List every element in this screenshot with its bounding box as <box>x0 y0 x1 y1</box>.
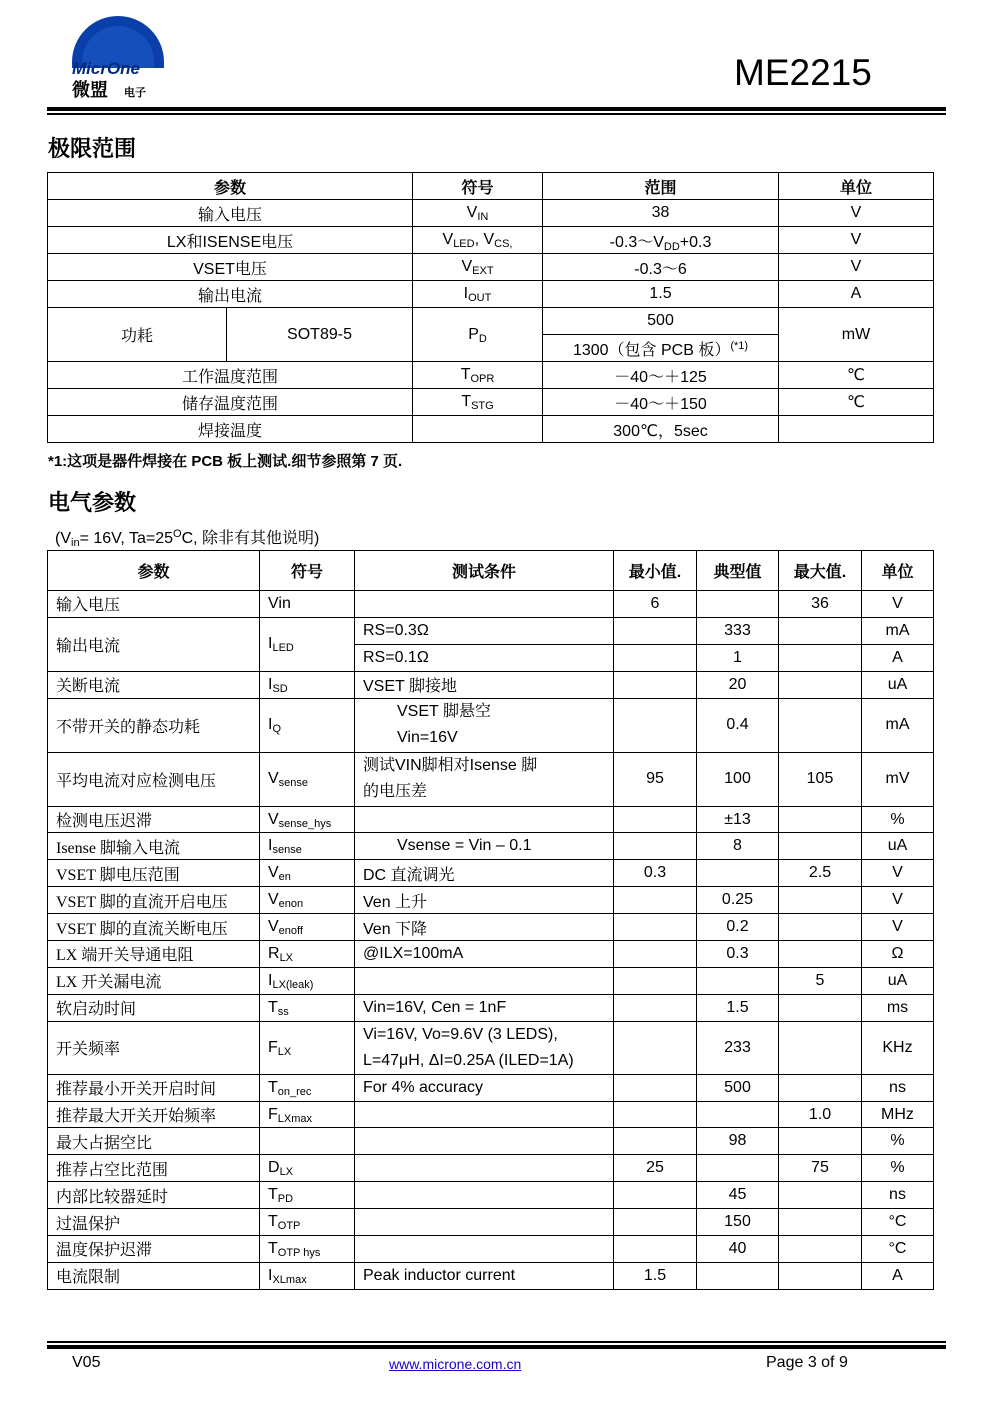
table-row <box>48 994 934 1021</box>
header-cell: 符号 <box>413 173 543 200</box>
table-row <box>48 833 934 860</box>
header-cell: 符号 <box>260 551 355 591</box>
condition-cell: @ILX=100mA <box>355 941 614 968</box>
param-cell: 平均电流对应检测电压 <box>48 752 260 806</box>
symbol-cell: $I_Q$ <box>260 698 355 752</box>
unit-cell: V <box>862 914 934 941</box>
max-cell <box>779 994 862 1021</box>
range-cell: 1.5 <box>543 281 779 308</box>
unit-cell: A <box>862 644 934 671</box>
unit-cell: % <box>862 1128 934 1155</box>
unit-cell: mW <box>779 308 934 362</box>
param-cell: 输出电流 <box>48 281 413 308</box>
unit-cell: KHz <box>862 1021 934 1074</box>
header-cell: 测试条件 <box>355 551 614 591</box>
table-row <box>48 806 934 833</box>
unit-cell: A <box>862 1262 934 1289</box>
table-row <box>48 860 934 887</box>
symbol-cell: $T_{ss}$ <box>260 994 355 1021</box>
typ-cell <box>697 967 779 994</box>
max-cell <box>779 1209 862 1236</box>
min-cell <box>614 914 697 941</box>
table-row <box>48 389 934 416</box>
max-cell <box>779 1182 862 1209</box>
symbol-cell: $I_{LED}$ <box>260 617 355 671</box>
symbol-cell: $T_{on\_rec}$ <box>260 1074 355 1101</box>
min-cell <box>614 617 697 644</box>
condition-cell <box>355 806 614 833</box>
package-cell: SOT89-5 <box>227 308 413 362</box>
symbol-cell: $V_{enon}$ <box>260 887 355 914</box>
typ-cell <box>697 860 779 887</box>
param-cell: 输出电流 <box>48 617 260 671</box>
param-cell: 电流限制 <box>48 1262 260 1289</box>
param-cell: 推荐占空比范围 <box>48 1155 260 1182</box>
table-row <box>48 914 934 941</box>
param-cell: 检测电压迟滞 <box>48 806 260 833</box>
max-cell: 5 <box>779 967 862 994</box>
footer-rule-thin <box>47 1341 946 1343</box>
max-cell <box>779 1021 862 1074</box>
header-cell: 最大值. <box>779 551 862 591</box>
page-number: Page 3 of 9 <box>766 1354 848 1371</box>
table-row <box>48 1021 934 1074</box>
max-cell <box>779 1074 862 1101</box>
min-cell: 95 <box>614 752 697 806</box>
table-row <box>48 416 934 443</box>
header-rule-thin <box>47 113 946 115</box>
unit-cell: °C <box>862 1209 934 1236</box>
symbol-cell: $V_{sense}$ <box>260 752 355 806</box>
table-row <box>48 1155 934 1182</box>
table-row <box>48 591 934 618</box>
condition-cell: VSET 脚接地 <box>355 671 614 698</box>
electrical-table <box>47 550 934 1290</box>
typ-cell: 233 <box>697 1021 779 1074</box>
condition-cell <box>355 1101 614 1128</box>
param-cell: VSET 脚的直流关断电压 <box>48 914 260 941</box>
condition-cell: Vin=16V, Cen = 1nF <box>355 994 614 1021</box>
max-cell <box>779 833 862 860</box>
condition-cell: RS=0.1Ω <box>355 644 614 671</box>
typ-cell: 0.3 <box>697 941 779 968</box>
min-cell <box>614 994 697 1021</box>
min-cell <box>614 1101 697 1128</box>
symbol-cell: $V_{LED}$, $V_{CS,}$ <box>413 227 543 254</box>
condition-cell: DC 直流调光 <box>355 860 614 887</box>
max-cell <box>779 1128 862 1155</box>
min-cell <box>614 1209 697 1236</box>
typ-cell: 150 <box>697 1209 779 1236</box>
typ-cell: 45 <box>697 1182 779 1209</box>
param-cell: 输入电压 <box>48 591 260 618</box>
symbol-cell: $I_{LX(leak)}$ <box>260 967 355 994</box>
header-cell: 最小值. <box>614 551 697 591</box>
condition-cell: Vsense = Vin – 0.1 <box>355 833 614 860</box>
typ-cell: 98 <box>697 1128 779 1155</box>
unit-cell: V <box>779 254 934 281</box>
table-row <box>48 1262 934 1289</box>
condition-cell: Ven 上升 <box>355 887 614 914</box>
param-cell: 工作温度范围 <box>48 362 413 389</box>
param-cell: 推荐最大开关开始频率 <box>48 1101 260 1128</box>
unit-cell: V <box>779 227 934 254</box>
symbol-cell: $D_{LX}$ <box>260 1155 355 1182</box>
condition-cell: 测试VIN脚相对Isense 脚 的电压差 <box>355 752 614 806</box>
unit-cell: mV <box>862 752 934 806</box>
range-cell: －40～＋125 <box>543 362 779 389</box>
condition-cell <box>355 591 614 618</box>
min-cell: 1.5 <box>614 1262 697 1289</box>
header-rule <box>47 107 946 111</box>
range-cell: 38 <box>543 200 779 227</box>
table-row <box>48 1209 934 1236</box>
min-cell: 25 <box>614 1155 697 1182</box>
max-cell <box>779 914 862 941</box>
condition-cell: RS=0.3Ω <box>355 617 614 644</box>
min-cell <box>614 1021 697 1074</box>
unit-cell: MHz <box>862 1101 934 1128</box>
max-cell <box>779 644 862 671</box>
range-cell: $-0.3\sim V_{DD}+0.3$ <box>543 227 779 254</box>
min-cell <box>614 698 697 752</box>
max-cell <box>779 617 862 644</box>
limits-title: 极限范围 <box>48 137 137 162</box>
typ-cell: 20 <box>697 671 779 698</box>
symbol-cell: $F_{LXmax}$ <box>260 1101 355 1128</box>
limits-table <box>47 172 934 443</box>
unit-cell: uA <box>862 833 934 860</box>
header-cell: 参数 <box>48 551 260 591</box>
unit-cell: °C <box>862 1236 934 1263</box>
table-row <box>48 671 934 698</box>
param-cell: 推荐最小开关开启时间 <box>48 1074 260 1101</box>
condition-cell: For 4% accuracy <box>355 1074 614 1101</box>
symbol-cell <box>260 1128 355 1155</box>
range-cell: 300℃，5sec <box>543 416 779 443</box>
min-cell <box>614 644 697 671</box>
range-cell: -0.3～6 <box>543 254 779 281</box>
symbol-cell: $R_{LX}$ <box>260 941 355 968</box>
version-label: V05 <box>72 1354 101 1371</box>
unit-cell: % <box>862 806 934 833</box>
table-row <box>48 1074 934 1101</box>
unit-cell: V <box>862 591 934 618</box>
typ-cell <box>697 1262 779 1289</box>
typ-cell <box>697 591 779 618</box>
max-cell <box>779 941 862 968</box>
typ-cell: 1 <box>697 644 779 671</box>
table-row <box>48 887 934 914</box>
unit-cell: ns <box>862 1182 934 1209</box>
table-row <box>48 281 934 308</box>
unit-cell: V <box>862 887 934 914</box>
param-cell: 焊接温度 <box>48 416 413 443</box>
electrical-title: 电气参数 <box>48 491 137 516</box>
param-cell: VSET电压 <box>48 254 413 281</box>
min-cell <box>614 941 697 968</box>
max-cell <box>779 671 862 698</box>
range-cell: 1300（包含 PCB 板）$^{(*1)}$ <box>543 335 779 362</box>
param-cell: Isense 脚输入电流 <box>48 833 260 860</box>
min-cell <box>614 806 697 833</box>
max-cell: 105 <box>779 752 862 806</box>
logo-brand-text: MicrOne <box>72 59 141 78</box>
typ-cell: 1.5 <box>697 994 779 1021</box>
symbol-cell <box>413 416 543 443</box>
condition-cell: VSET 脚悬空 Vin=16V <box>355 698 614 752</box>
symbol-cell: $I_{sense}$ <box>260 833 355 860</box>
part-number: ME2215 <box>734 52 872 93</box>
param-cell: LX 开关漏电流 <box>48 967 260 994</box>
max-cell: 1.0 <box>779 1101 862 1128</box>
symbol-cell: $I_{OUT}$ <box>413 281 543 308</box>
param-cell: 关断电流 <box>48 671 260 698</box>
header-cell: 单位 <box>862 551 934 591</box>
typ-cell: 8 <box>697 833 779 860</box>
table-row <box>48 200 934 227</box>
table-row <box>48 254 934 281</box>
test-conditions: ($V_{in}= 16V$, $Ta=25^OC$, 除非有其他说明) <box>55 528 320 549</box>
min-cell <box>614 887 697 914</box>
typ-cell: 333 <box>697 617 779 644</box>
unit-cell <box>779 416 934 443</box>
param-cell: 开关频率 <box>48 1021 260 1074</box>
max-cell <box>779 698 862 752</box>
table-row <box>48 941 934 968</box>
header-cell: 参数 <box>48 173 413 200</box>
condition-cell: Vi=16V, Vo=9.6V (3 LEDS), L=47μH, ΔI=0.25A (ILED=1A) <box>355 1021 614 1074</box>
unit-cell: ℃ <box>779 362 934 389</box>
table-row <box>48 362 934 389</box>
max-cell <box>779 887 862 914</box>
max-cell <box>779 1262 862 1289</box>
min-cell: 6 <box>614 591 697 618</box>
electrical-header-row <box>48 551 934 591</box>
param-cell: 最大占据空比 <box>48 1128 260 1155</box>
symbol-cell: $T_{OPR}$ <box>413 362 543 389</box>
unit-cell: uA <box>862 967 934 994</box>
max-cell <box>779 1236 862 1263</box>
max-cell: 75 <box>779 1155 862 1182</box>
header-cell: 范围 <box>543 173 779 200</box>
logo-cn-small-text: 电子 <box>124 86 146 99</box>
typ-cell: 500 <box>697 1074 779 1101</box>
logo-cn-text: 微盟 <box>72 80 108 101</box>
min-cell <box>614 1074 697 1101</box>
symbol-cell: $I_{SD}$ <box>260 671 355 698</box>
unit-cell: ℃ <box>779 389 934 416</box>
table-row <box>48 1128 934 1155</box>
symbol-cell: $V_{enoff}$ <box>260 914 355 941</box>
typ-cell: ±13 <box>697 806 779 833</box>
table-row <box>48 967 934 994</box>
symbol-cell: $T_{PD}$ <box>260 1182 355 1209</box>
table-row <box>48 1101 934 1128</box>
param-cell: LX 端开关导通电阻 <box>48 941 260 968</box>
symbol-cell: $T_{STG}$ <box>413 389 543 416</box>
param-cell: 内部比较器延时 <box>48 1182 260 1209</box>
max-cell <box>779 806 862 833</box>
unit-cell: uA <box>862 671 934 698</box>
param-cell: 过温保护 <box>48 1209 260 1236</box>
min-cell <box>614 1236 697 1263</box>
symbol-cell: $V_{sense\_hys}$ <box>260 806 355 833</box>
condition-cell: Ven 下降 <box>355 914 614 941</box>
condition-cell <box>355 1236 614 1263</box>
footer-rule <box>47 1345 946 1349</box>
param-cell: VSET 脚的直流开启电压 <box>48 887 260 914</box>
max-cell: 2.5 <box>779 860 862 887</box>
company-logo <box>68 14 168 104</box>
symbol-cell: $T_{OTP}$ <box>260 1209 355 1236</box>
table-row <box>48 752 934 806</box>
min-cell <box>614 671 697 698</box>
header-cell: 典型值 <box>697 551 779 591</box>
range-cell: －40～＋150 <box>543 389 779 416</box>
condition-cell <box>355 1128 614 1155</box>
table-row <box>48 1182 934 1209</box>
unit-cell: ms <box>862 994 934 1021</box>
param-cell: 温度保护迟滞 <box>48 1236 260 1263</box>
symbol-cell: $P_D$ <box>413 308 543 362</box>
condition-cell <box>355 1182 614 1209</box>
unit-cell: mA <box>862 617 934 644</box>
unit-cell: mA <box>862 698 934 752</box>
table-row <box>48 617 934 644</box>
table-row <box>48 308 934 335</box>
condition-cell <box>355 1209 614 1236</box>
condition-cell: Peak inductor current <box>355 1262 614 1289</box>
typ-cell <box>697 1101 779 1128</box>
typ-cell: 0.4 <box>697 698 779 752</box>
header-cell: 单位 <box>779 173 934 200</box>
condition-cell <box>355 1155 614 1182</box>
param-cell: 功耗 <box>48 308 227 362</box>
param-cell: LX和ISENSE电压 <box>48 227 413 254</box>
param-cell: 软启动时间 <box>48 994 260 1021</box>
condition-cell <box>355 967 614 994</box>
symbol-cell: $V_{en}$ <box>260 860 355 887</box>
typ-cell: 100 <box>697 752 779 806</box>
min-cell: 0.3 <box>614 860 697 887</box>
unit-cell: V <box>779 200 934 227</box>
typ-cell <box>697 1155 779 1182</box>
param-cell: 储存温度范围 <box>48 389 413 416</box>
symbol-cell: $V_{IN}$ <box>413 200 543 227</box>
min-cell <box>614 833 697 860</box>
unit-cell: V <box>862 860 934 887</box>
min-cell <box>614 967 697 994</box>
symbol-cell: $I_{XLmax}$ <box>260 1262 355 1289</box>
website-link[interactable]: www.microne.com.cn <box>389 1356 522 1372</box>
typ-cell: 0.2 <box>697 914 779 941</box>
range-cell: 500 <box>543 308 779 335</box>
param-cell: 输入电压 <box>48 200 413 227</box>
unit-cell: % <box>862 1155 934 1182</box>
min-cell <box>614 1182 697 1209</box>
symbol-cell: $F_{LX}$ <box>260 1021 355 1074</box>
table-row <box>48 698 934 752</box>
footnote: *1:这项是器件焊接在 PCB 板上测试.细节参照第 7 页. <box>48 453 403 470</box>
typ-cell: 40 <box>697 1236 779 1263</box>
table-row <box>48 1236 934 1263</box>
param-cell: 不带开关的静态功耗 <box>48 698 260 752</box>
symbol-cell: $T_{OTP hys}$ <box>260 1236 355 1263</box>
typ-cell: 0.25 <box>697 887 779 914</box>
min-cell <box>614 1128 697 1155</box>
unit-cell: A <box>779 281 934 308</box>
limits-header-row <box>48 173 934 200</box>
param-cell: VSET 脚电压范围 <box>48 860 260 887</box>
unit-cell: Ω <box>862 941 934 968</box>
unit-cell: ns <box>862 1074 934 1101</box>
symbol-cell: $V_{EXT}$ <box>413 254 543 281</box>
max-cell: 36 <box>779 591 862 618</box>
symbol-cell: Vin <box>260 591 355 618</box>
table-row <box>48 227 934 254</box>
